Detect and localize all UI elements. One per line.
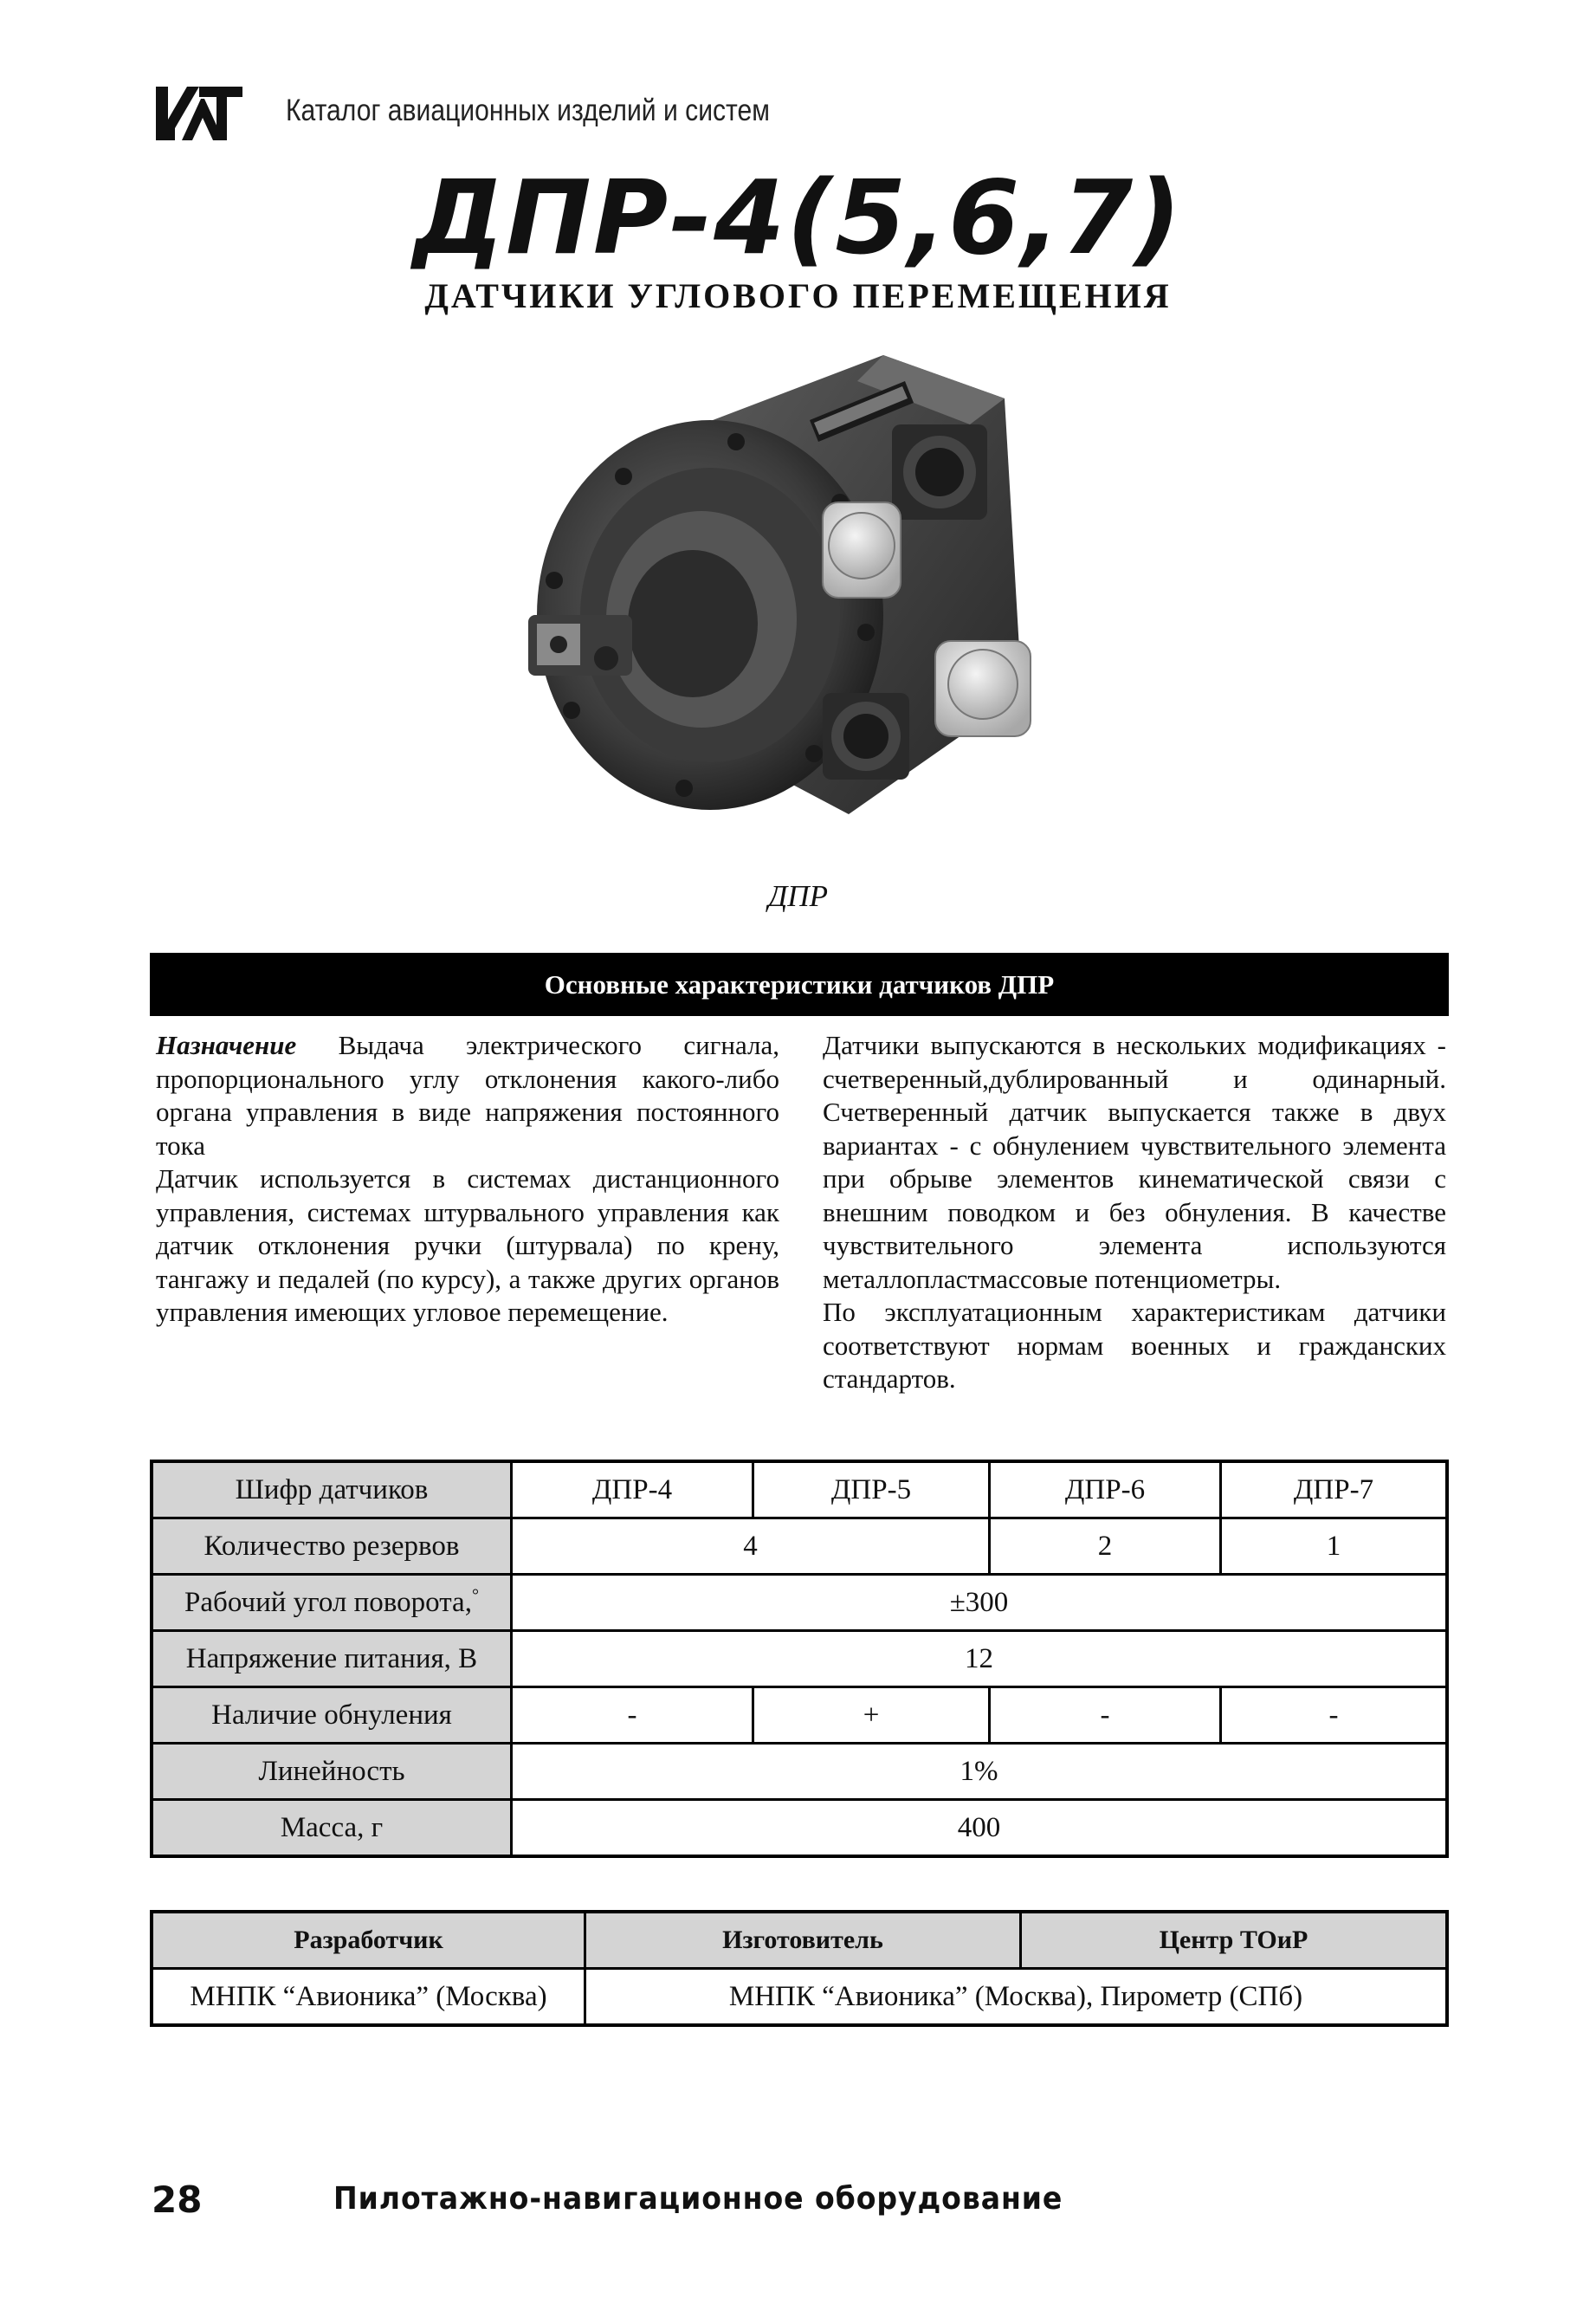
row-label-code: Шифр датчиков <box>152 1461 512 1518</box>
model-cell: ДПР-7 <box>1221 1461 1448 1518</box>
value-cell: - <box>1221 1687 1448 1744</box>
usage-paragraph: Датчик используется в системах дистанционного управления, системах штурвального управления как датчик отклонения ручки (штурвала) по крену, тангажу и педалей (по курсу), а также других органов управления имеющих угловое перемещение. <box>156 1163 779 1327</box>
photo-caption: ДПР <box>768 879 828 913</box>
standards-paragraph: По эксплуатационным характеристикам датчики соответствуют нормам военных и гражданских стандартов. <box>823 1297 1446 1394</box>
model-cell: ДПР-5 <box>753 1461 990 1518</box>
purpose-text: Выдача электрического сигнала, пропорционального углу отклонения какого-либо органа управления в виде напряжения постоянного тока <box>156 1030 779 1161</box>
developer-header: Разработчик <box>152 1912 585 1969</box>
row-label-linearity: Линейность <box>152 1744 512 1800</box>
description-left <box>156 1029 779 1330</box>
row-label-mass: Масса, г <box>152 1800 512 1857</box>
value-cell: - <box>512 1687 753 1744</box>
table-row <box>152 1461 1447 1518</box>
angle-label-text: Рабочий угол поворота, <box>184 1587 472 1618</box>
table-row <box>152 1912 1447 1969</box>
table-row <box>152 1800 1447 1857</box>
value-cell: 1 <box>1221 1518 1448 1575</box>
manufacturer-cell: МНПК “Авионика” (Москва), Пирометр (СПб) <box>585 1969 1448 2026</box>
table-row <box>152 1518 1447 1575</box>
value-cell: 12 <box>512 1631 1448 1687</box>
section-header: Основные характеристики датчиков ДПР <box>150 953 1449 1016</box>
table-row <box>152 1631 1447 1687</box>
value-cell: ±300 <box>512 1575 1448 1631</box>
table-row <box>152 1687 1447 1744</box>
product-title: ДПР-4(5,6,7) <box>412 158 1184 277</box>
model-cell: ДПР-6 <box>990 1461 1221 1518</box>
device-photo <box>520 329 1091 849</box>
model-cell: ДПР-4 <box>512 1461 753 1518</box>
catalog-title: Каталог авиационных изделий и систем <box>286 94 770 127</box>
table-row <box>152 1969 1447 2026</box>
footer-section-title: Пилотажно-навигационное оборудование <box>333 2181 1063 2217</box>
value-cell: - <box>990 1687 1221 1744</box>
value-cell: 400 <box>512 1800 1448 1857</box>
manufacturer-header: Изготовитель <box>585 1912 1021 1969</box>
table-row <box>152 1744 1447 1800</box>
table-row <box>152 1575 1447 1631</box>
catalog-logo <box>156 87 242 142</box>
developer-table <box>150 1910 1449 2027</box>
value-cell: + <box>753 1687 990 1744</box>
row-label-voltage: Напряжение питания, В <box>152 1631 512 1687</box>
row-label-reserves: Количество резервов <box>152 1518 512 1575</box>
service-center-header: Центр ТОиР <box>1021 1912 1448 1969</box>
spec-table <box>150 1460 1449 1858</box>
row-label-zeroing: Наличие обнуления <box>152 1687 512 1744</box>
value-cell: 1% <box>512 1744 1448 1800</box>
developer-cell: МНПК “Авионика” (Москва) <box>152 1969 585 2026</box>
purpose-paragraph <box>156 1029 779 1162</box>
product-subtitle: ДАТЧИКИ УГЛОВОГО ПЕРЕМЕЩЕНИЯ <box>424 276 1172 315</box>
purpose-lead: Назначение <box>156 1030 297 1060</box>
value-cell: 2 <box>990 1518 1221 1575</box>
row-label-angle <box>152 1575 512 1631</box>
value-cell: 4 <box>512 1518 990 1575</box>
modifications-paragraph: Датчики выпускаются в нескольких модификациях - счетверенный,дублированный и одинарный. Счетверенный датчик выпускается также в двух вариантах - с обнулением чувствительного элемента при обрыве элементов кинематической связи с внешним поводком и без обнуления. В качестве чувствительного элемента используются металлопластмассовые потенциометры. <box>823 1030 1446 1294</box>
degree-sign: ° <box>471 1586 479 1605</box>
description-right <box>823 1029 1446 1396</box>
page-number: 28 <box>152 2178 203 2221</box>
